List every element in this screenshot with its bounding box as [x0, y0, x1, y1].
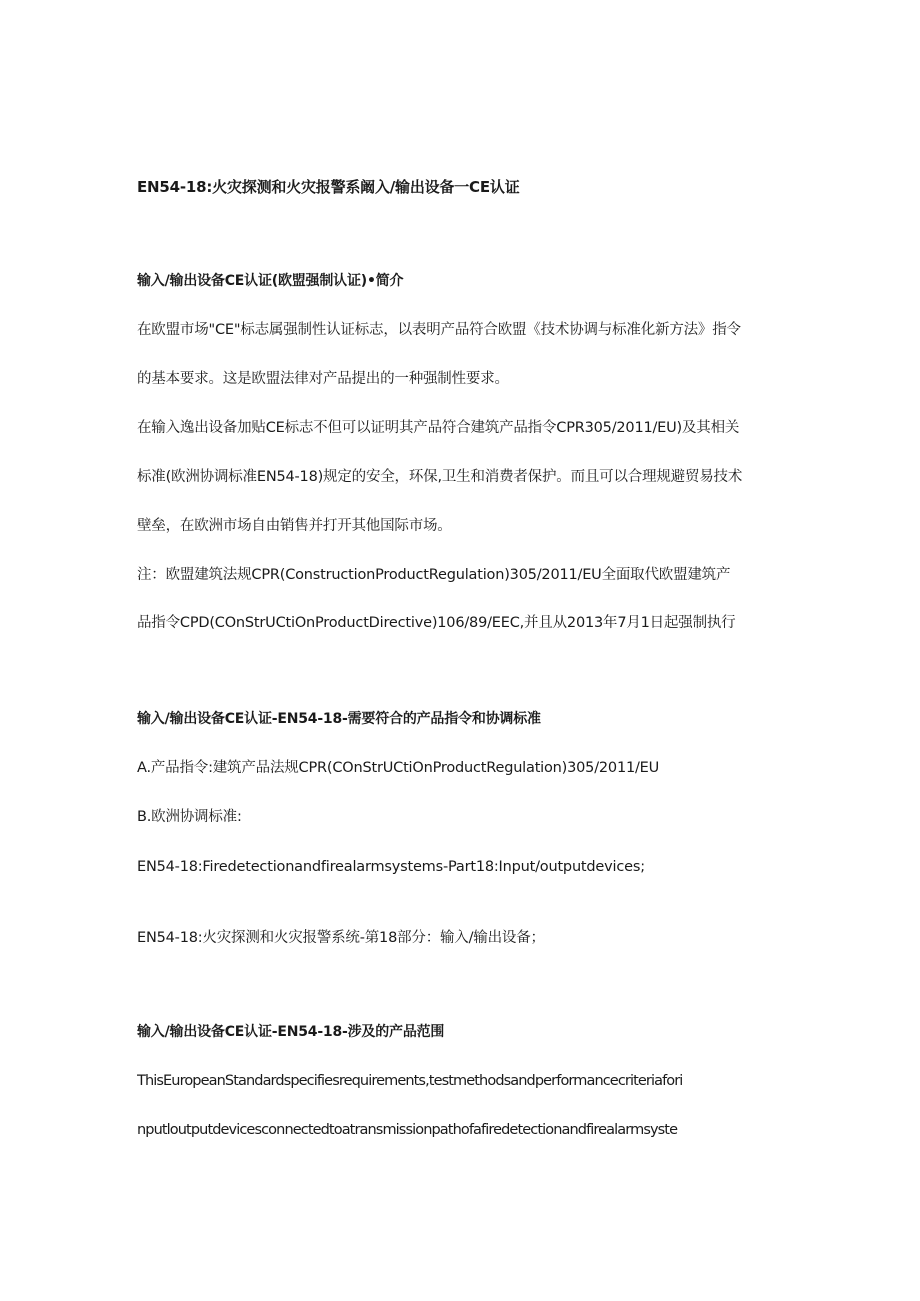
standard-name-zh: EN54-18:火灾探测和火灾报警系统-第18部分：输入/输出设备； [137, 930, 545, 946]
document-title: EN54-18:火灾探测和火灾报警系阚入/输出设备一CE认证 [137, 178, 520, 196]
section-heading-scope: 输入/输出设备CE认证-EN54-18-涉及的产品范围 [137, 1024, 445, 1040]
scope-text-line: ThisEuropeanStandardspecifiesrequirements,testmethodsandperformancecriteriafori [137, 1073, 683, 1089]
scope-text-line: nputloutputdevicesconnectedtoatransmissionpathofafiredetectionandfirealarmsyste [137, 1122, 678, 1138]
paragraph-line: 的基本要求。这是欧盟法律对产品提出的一种强制性要求。 [137, 371, 509, 387]
standard-name-en: EN54-18:Firedetectionandfirealarmsystems-Part18:Input/outputdevices; [137, 859, 645, 875]
paragraph-line: 壁垒，在欧洲市场自由销售并打开其他国际市场。 [137, 518, 452, 534]
paragraph-line: A.产品指令:建筑产品法规CPR(COnStrUCtiOnProductRegulation)305/2011/EU [137, 760, 660, 776]
section-heading-intro: 输入/输出设备CE认证(欧盟强制认证)•简介 [137, 273, 404, 289]
section-heading-directives: 输入/输出设备CE认证-EN54-18-需要符合的产品指令和协调标准 [137, 711, 541, 727]
paragraph-line: 在输入逸出设备加贴CE标志不但可以证明其产品符合建筑产品指令CPR305/2011/EU)及其相关 [137, 420, 740, 436]
note-line: 品指令CPD(COnStrUCtiOnProductDirective)106/89/EEC,并且从2013年7月1日起强制执行 [137, 615, 736, 631]
paragraph-line: 标准(欧洲协调标准EN54-18)规定的安全，环保,卫生和消费者保护。而且可以合理规避贸易技术 [137, 469, 743, 485]
paragraph-line: 在欧盟市场"CE"标志属强制性认证标志，以表明产品符合欧盟《技术协调与标准化新方法》指令 [137, 322, 741, 338]
paragraph-line: B.欧洲协调标准: [137, 809, 242, 825]
note-line: 注：欧盟建筑法规CPR(ConstructionProductRegulation)305/2011/EU全面取代欧盟建筑产 [137, 567, 731, 583]
